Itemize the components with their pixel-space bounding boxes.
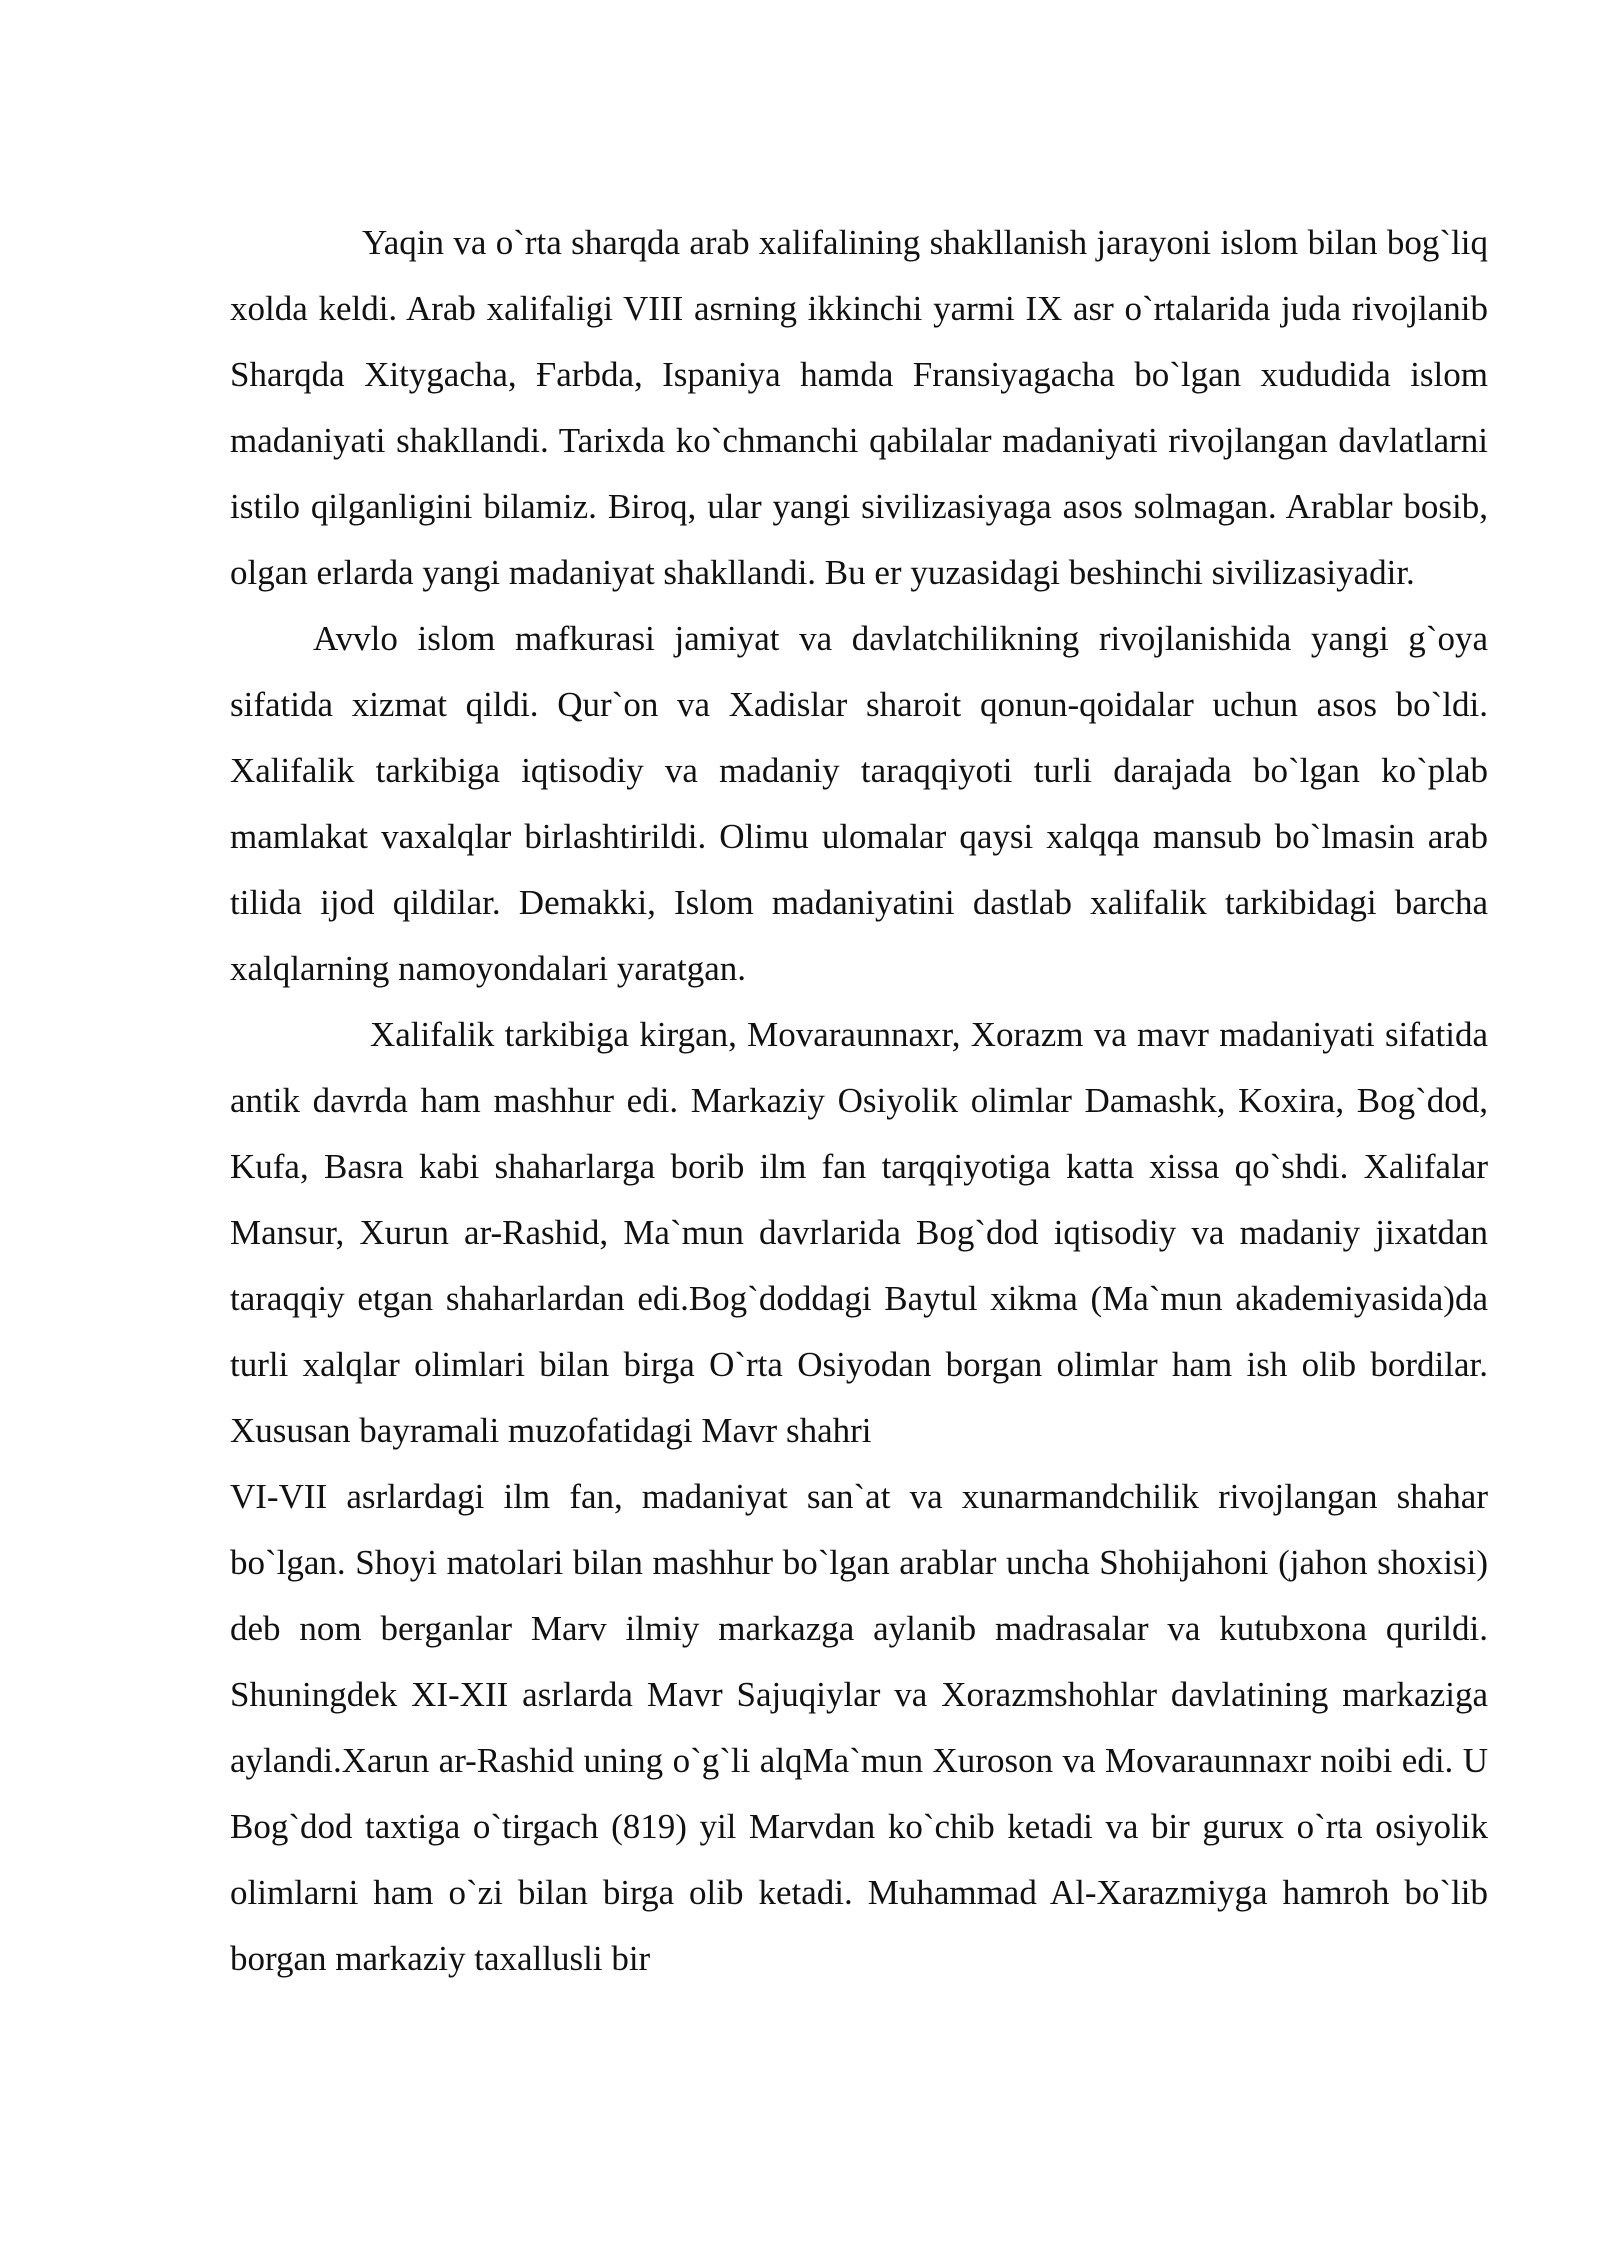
paragraph-islamic-ideology: Avvlo islom mafkurasi jamiyat va davlatchilikning rivojlanishida yangi g`oya sifatida xizmat qildi. Qur`on va Xadislar sharoit qonun-qoidalar uchun asos bo`ldi. Xalifalik tarkibiga iqtisodiy va madaniy taraqqiyoti turli darajada bo`lgan ko`plab mamlakat vaxalqlar birlashtirildi. Olimu ulomalar qaysi xalqqa mansub bo`lmasin arab tilida ijod qildilar. Demakki, Islom madaniyatini dastlab xalifalik tarkibidagi barcha xalqlarning namoyondalari yaratgan. bbox=[230, 619, 1488, 988]
paragraph-arab-caliphate-formation: Yaqin va o`rta sharqda arab xalifalining shakllanish jarayoni islom bilan bog`liq xolda keldi. Arab xalifaligi VIII asrning ikkinchi yarmi IX asr o`rtalarida juda rivojlanib Sharqda Xitygacha, Ғarbda, Ispaniya hamda Fransiyagacha bo`lgan xududida islom madaniyati shakllandi. Tarixda ko`chmanchi qabilalar madaniyati rivojlangan davlatlarni istilo qilganligini bilamiz. Biroq, ular yangi sivilizasiyaga asos solmagan. Arablar bosib, olgan erlarda yangi madaniyat shakllandi. Bu er yuzasidagi beshinchi sivilizasiyadir. bbox=[230, 223, 1488, 592]
document-page bbox=[230, 210, 1488, 1992]
paragraph-central-asian-scholars: Xalifalik tarkibiga kirgan, Movaraunnaxr, Xorazm va mavr madaniyati sifatida antik davrda ham mashhur edi. Markaziy Osiyolik olimlar Damashk, Koxira, Bog`dod, Kufa, Basra kabi shaharlarga borib ilm fan tarqqiyotiga katta xissa qo`shdi. Xalifalar Mansur, Xurun ar-Rashid, Ma`mun davrlarida Bog`dod iqtisodiy va madaniy jixatdan taraqqiy etgan shaharlardan edi.Bog`doddagi Baytul xikma (Ma`mun akademiyasida)da turli xalqlar olimlari bilan birga O`rta Osiyodan borgan olimlar ham ish olib bordilar. Xususan bayramali muzofatidagi Mavr shahri bbox=[230, 1015, 1488, 1450]
paragraph-marv-city: VI-VII asrlardagi ilm fan, madaniyat san`at va xunarmandchilik rivojlangan shahar bo`lgan. Shoyi matolari bilan mashhur bo`lgan arablar uncha Shohijahoni (jahon shoxisi) deb nom berganlar Marv ilmiy markazga aylanib madrasalar va kutubxona qurildi. Shuningdek XI-XII asrlarda Mavr Sajuqiylar va Xorazmshohlar davlatining markaziga aylandi.Xarun ar-Rashid uning o`g`li alqMa`mun Xuroson va Movaraunnaxr noibi edi. U Bog`dod taxtiga o`tirgach (819) yil Marvdan ko`chib ketadi va bir gurux o`rta osiyolik olimlarni ham o`zi bilan birga olib ketadi. Muhammad Al-Xarazmiyga hamroh bo`lib borgan markaziy taxallusli bir bbox=[230, 1477, 1488, 1978]
